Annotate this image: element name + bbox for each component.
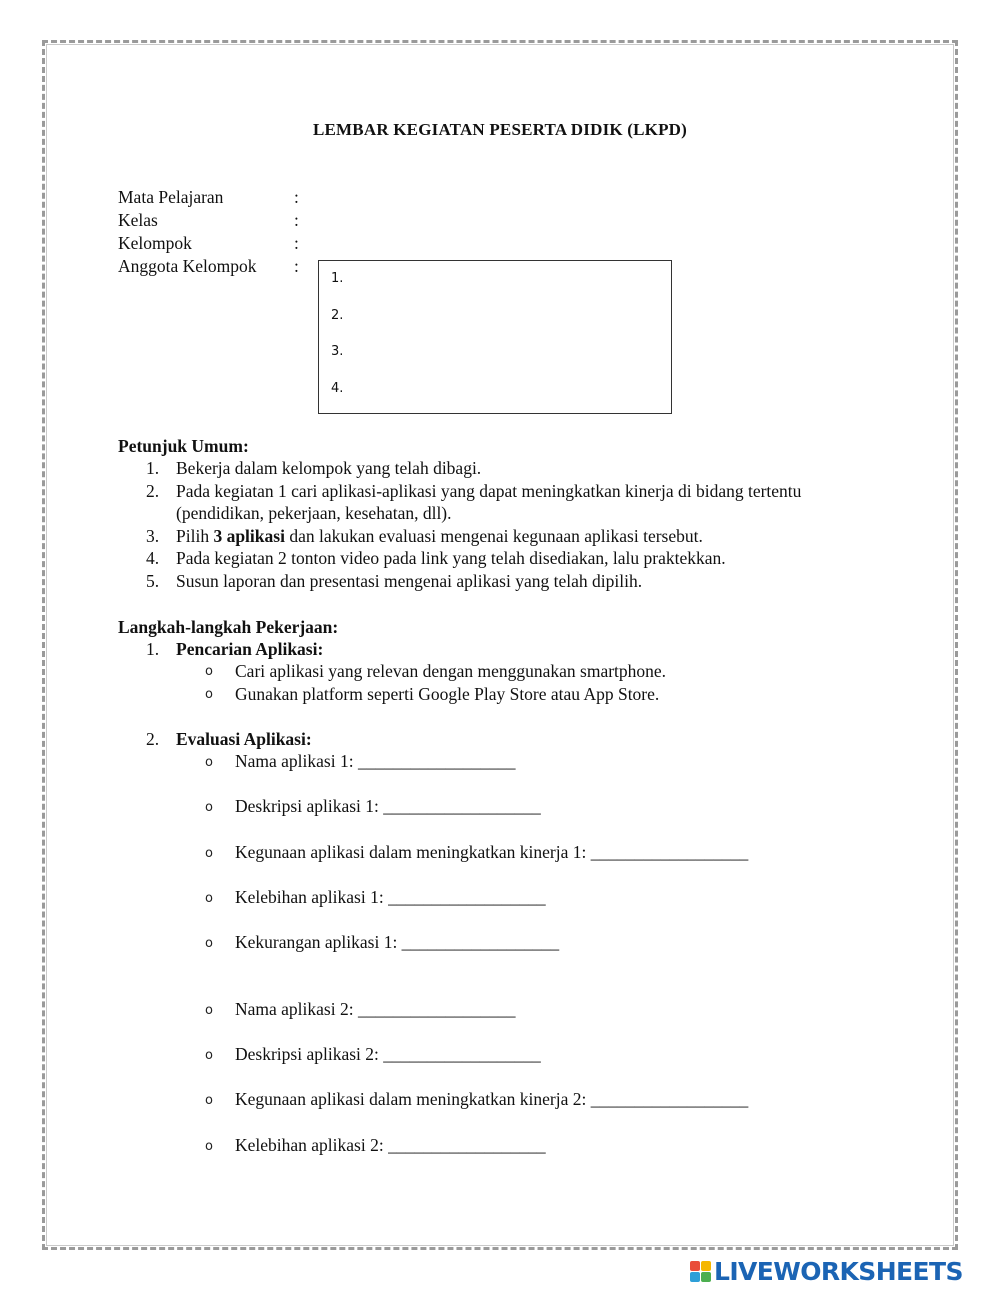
step1-title: Pencarian Aplikasi:	[176, 639, 324, 659]
step2-item-kekurangan-1[interactable]: Kekurangan aplikasi 1: __________________	[235, 932, 560, 952]
step2-item-nama-2[interactable]: Nama aplikasi 2: __________________	[235, 999, 516, 1019]
step2-item-kelebihan-1[interactable]: Kelebihan aplikasi 1: __________________	[235, 887, 546, 907]
logo-block	[690, 1272, 700, 1282]
bullet-icon: o	[205, 1048, 213, 1063]
petunjuk-item-5: Susun laporan dan presentasi mengenai aplikasi yang telah dipilih.	[176, 571, 643, 591]
list-number: 2.	[146, 481, 160, 501]
step2-item-kegunaan-2[interactable]: Kegunaan aplikasi dalam meningkatkan kinerja 2: __________________	[235, 1089, 749, 1109]
field-label-mata-pelajaran: Mata Pelajaran	[118, 187, 224, 207]
list-number: 4.	[146, 548, 160, 568]
field-label-kelompok: Kelompok	[118, 233, 192, 253]
field-label-anggota-kelompok: Anggota Kelompok	[118, 256, 257, 276]
step2-title: Evaluasi Aplikasi:	[176, 729, 312, 749]
field-colon: :	[294, 233, 299, 253]
bullet-icon: o	[205, 1003, 213, 1018]
bullet-icon: o	[205, 664, 213, 679]
field-colon: :	[294, 256, 299, 276]
logo-text: LIVEWORKSHEETS	[714, 1256, 963, 1286]
petunjuk-item-3-post: dan lakukan evaluasi mengenai kegunaan aplikasi tersebut.	[284, 526, 703, 546]
step2-item-kelebihan-2[interactable]: Kelebihan aplikasi 2: __________________	[235, 1135, 546, 1155]
petunjuk-item-3-bold: 3 aplikasi	[213, 526, 285, 546]
field-colon: :	[294, 187, 299, 207]
petunjuk-item-1: Bekerja dalam kelompok yang telah dibagi.	[176, 458, 482, 478]
list-number: 5.	[146, 571, 160, 591]
list-number: 3.	[146, 526, 160, 546]
bullet-icon: o	[205, 936, 213, 951]
step2-item-nama-1[interactable]: Nama aplikasi 1: __________________	[235, 751, 516, 771]
member-slot-3[interactable]: 3.	[331, 344, 344, 359]
petunjuk-item-4: Pada kegiatan 2 tonton video pada link yang telah disediakan, lalu praktekkan.	[176, 548, 726, 568]
bullet-icon: o	[205, 1093, 213, 1108]
petunjuk-item-2: Pada kegiatan 1 cari aplikasi-aplikasi yang dapat meningkatkan kinerja di bidang tertentu	[176, 481, 802, 501]
logo-blocks-icon	[690, 1261, 711, 1282]
petunjuk-item-3-pre: Pilih	[176, 526, 214, 546]
list-number: 1.	[146, 639, 160, 659]
liveworksheets-logo	[690, 1256, 963, 1286]
step2-item-deskripsi-2[interactable]: Deskripsi aplikasi 2: __________________	[235, 1044, 541, 1064]
page-title: LEMBAR KEGIATAN PESERTA DIDIK (LKPD)	[312, 120, 688, 139]
field-colon: :	[294, 210, 299, 230]
logo-block	[701, 1261, 711, 1271]
step1-item-1: Cari aplikasi yang relevan dengan menggunakan smartphone.	[235, 661, 667, 681]
step2-item-deskripsi-1[interactable]: Deskripsi aplikasi 1: __________________	[235, 796, 541, 816]
members-box[interactable]	[318, 260, 672, 414]
bullet-icon: o	[205, 800, 213, 815]
bullet-icon: o	[205, 1139, 213, 1154]
bullet-icon: o	[205, 891, 213, 906]
petunjuk-item-2-cont: (pendidikan, pekerjaan, kesehatan, dll).	[176, 503, 452, 523]
list-number: 1.	[146, 458, 160, 478]
petunjuk-item-3	[176, 525, 703, 547]
langkah-heading: Langkah-langkah Pekerjaan:	[118, 617, 339, 637]
bullet-icon: o	[205, 846, 213, 861]
field-label-kelas: Kelas	[118, 210, 158, 230]
member-slot-1[interactable]: 1.	[331, 271, 344, 286]
step2-item-kegunaan-1[interactable]: Kegunaan aplikasi dalam meningkatkan kinerja 1: __________________	[235, 842, 749, 862]
logo-block	[701, 1272, 711, 1282]
bullet-icon: o	[205, 755, 213, 770]
list-number: 2.	[146, 729, 160, 749]
member-slot-4[interactable]: 4.	[331, 381, 344, 396]
step1-item-2: Gunakan platform seperti Google Play Store atau App Store.	[235, 684, 660, 704]
petunjuk-heading: Petunjuk Umum:	[118, 436, 249, 456]
logo-block	[690, 1261, 700, 1271]
member-slot-2[interactable]: 2.	[331, 308, 344, 323]
bullet-icon: o	[205, 687, 213, 702]
